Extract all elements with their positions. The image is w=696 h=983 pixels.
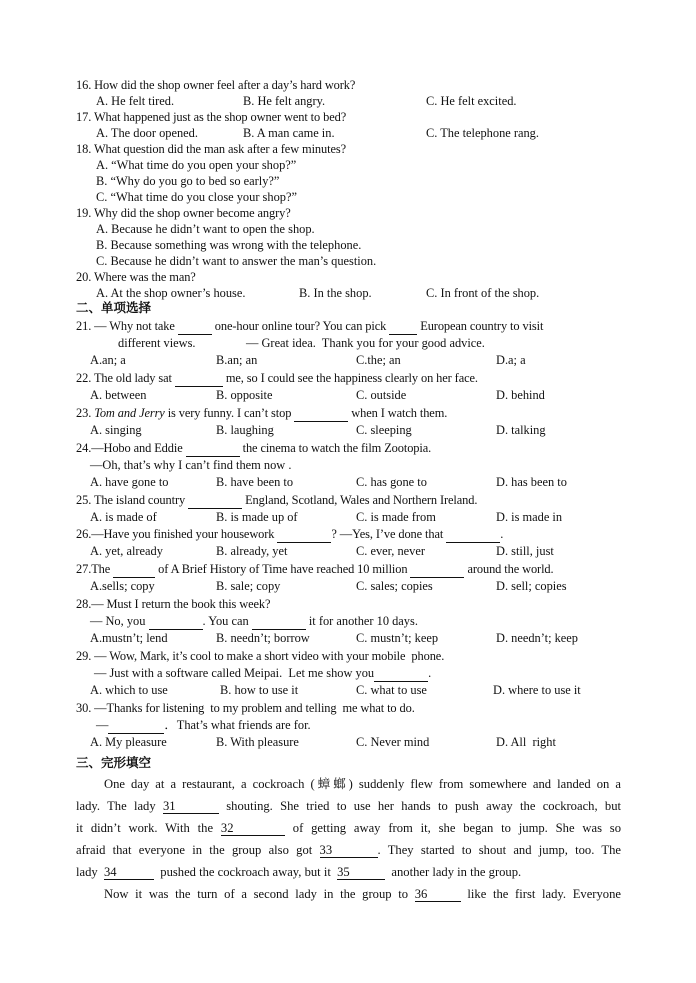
cloze-blank-34: 34: [104, 866, 154, 880]
q28-blank-1: [149, 613, 203, 630]
cloze-text: Now it was the turn of a second lady in the group to: [104, 887, 409, 901]
q26-blank-2: [446, 526, 500, 543]
cloze-passage: [76, 773, 621, 905]
q23-blank: [294, 405, 348, 422]
option-16-b: B. He felt angry.: [243, 94, 326, 108]
q21-blank-1: [178, 318, 212, 335]
option-17-c: C. The telephone rang.: [426, 126, 539, 140]
q26-blank-1: [277, 526, 331, 543]
option-29-c: C. what to use: [356, 683, 427, 697]
q24-blank: [186, 440, 240, 457]
option-26-d: D. still, just: [496, 544, 554, 558]
option-16-c: C. He felt excited.: [426, 94, 517, 108]
question-27: [76, 561, 554, 578]
q22-text-1: 22. The old lady sat: [76, 371, 175, 385]
q26-text-1: 26.—Have you finished your housework: [76, 527, 278, 541]
q29-text-1: — Just with a software called Meipai. Let me show you: [94, 666, 375, 680]
cloze-text: lady. The lady: [76, 799, 156, 813]
option-23-b: B. laughing: [216, 423, 274, 437]
q23-number: 23.: [76, 406, 95, 420]
q24-text-2: the cinema to watch the film Zootopia.: [239, 441, 432, 455]
q21-text-3: European country to visit: [417, 319, 544, 333]
q27-blank-2: [410, 561, 464, 578]
question-18: 18. What question did the man ask after a few minutes?: [76, 142, 346, 156]
option-25-c: C. is made from: [356, 510, 436, 524]
q21-line-2b: — Great idea. Thank you for your good advice.: [246, 336, 485, 350]
option-28-c: C. mustn’t; keep: [356, 631, 439, 645]
option-20-c: C. In front of the shop.: [426, 286, 540, 300]
cloze-text: shouting. She tried to use her hands to push away the cockroach, but: [226, 799, 621, 813]
cloze-text: lady: [76, 865, 98, 879]
q28-blank-2: [252, 613, 306, 630]
question-28-line-1: 28.— Must I return the book this week?: [76, 597, 271, 611]
cloze-text: afraid that everyone in the group also got: [76, 843, 313, 857]
option-22-d: D. behind: [496, 388, 545, 402]
cloze-blank-36: 36: [415, 888, 461, 902]
option-16-a: A. He felt tired.: [96, 94, 175, 108]
option-29-d: D. where to use it: [493, 683, 581, 697]
option-25-b: B. is made up of: [216, 510, 298, 524]
q29-text-2: .: [428, 666, 432, 680]
q28-text-3: it for another 10 days.: [305, 614, 418, 628]
q27-text-1: 27.The: [76, 562, 114, 576]
question-25: [76, 492, 477, 509]
cloze-line-1: One day at a restaurant, a cockroach (蟑螂) suddenly flew from somewhere and landed on a: [104, 777, 621, 791]
q23-text-1: is very funny. I can’t stop: [164, 406, 295, 420]
cloze-text: another lady in the group.: [391, 865, 522, 879]
cloze-text: pushed the cockroach away, but it: [160, 865, 331, 879]
option-23-c: C. sleeping: [356, 423, 412, 437]
cloze-text: of getting away from it, she began to jump. She was so: [292, 821, 622, 835]
q30-text-2: ．That’s what friends are for.: [164, 718, 311, 732]
cloze-line-2: [76, 795, 621, 817]
option-24-d: D. has been to: [496, 475, 567, 489]
question-23: [76, 405, 447, 422]
q23-title: Tom and Jerry: [94, 406, 165, 420]
option-19-c: C. Because he didn’t want to answer the man’s question.: [96, 254, 377, 268]
question-19: 19. Why did the shop owner become angry?: [76, 206, 291, 220]
option-20-b: B. In the shop.: [299, 286, 372, 300]
q27-blank-1: [113, 561, 155, 578]
option-18-c: C. “What time do you close your shop?”: [96, 190, 297, 204]
option-27-d: D. sell; copies: [496, 579, 567, 593]
option-18-b: B. “Why do you go to bed so early?”: [96, 174, 280, 188]
option-27-c: C. sales; copies: [356, 579, 433, 593]
option-23-a: A. singing: [90, 423, 142, 437]
cloze-text: like the first lady. Everyone: [467, 887, 621, 901]
q22-text-2: me, so I could see the happiness clearly on her face.: [222, 371, 478, 385]
question-30-line-1: 30. —Thanks for listening to my problem and telling me what to do.: [76, 701, 415, 715]
option-21-a: A.an; a: [90, 353, 126, 367]
option-22-b: B. opposite: [216, 388, 273, 402]
cloze-blank-35: 35: [337, 866, 385, 880]
option-26-a: A. yet, already: [90, 544, 163, 558]
q28-text-2: . You can: [202, 614, 252, 628]
q21-blank-2: [389, 318, 417, 335]
question-21-line-1: [76, 318, 543, 335]
option-25-a: A. is made of: [90, 510, 157, 524]
option-27-a: A.sells; copy: [90, 579, 155, 593]
option-26-c: C. ever, never: [356, 544, 425, 558]
option-30-d: D. All right: [496, 735, 556, 749]
question-22: [76, 370, 478, 387]
cloze-blank-32: 32: [221, 822, 285, 836]
q28-text-1: — No, you: [90, 614, 149, 628]
q21-text-2: one-hour online tour? You can pick: [211, 319, 390, 333]
question-29-line-1: 29. — Wow, Mark, it’s cool to make a short video with your mobile phone.: [76, 649, 445, 663]
option-28-a: A.mustn’t; lend: [90, 631, 168, 645]
option-24-b: B. have been to: [216, 475, 294, 489]
question-28-line-2: [90, 613, 418, 630]
cloze-blank-33: 33: [320, 844, 378, 858]
section-heading-cloze: 三、完形填空: [76, 755, 152, 770]
option-21-c: C.the; an: [356, 353, 401, 367]
q27-text-3: around the world.: [464, 562, 554, 576]
question-24: [76, 440, 431, 457]
cloze-line-5: [76, 861, 621, 883]
q22-blank: [175, 370, 223, 387]
option-25-d: D. is made in: [496, 510, 563, 524]
option-18-a: A. “What time do you open your shop?”: [96, 158, 297, 172]
question-16: 16. How did the shop owner feel after a day’s hard work?: [76, 78, 356, 92]
question-17: 17. What happened just as the shop owner went to bed?: [76, 110, 347, 124]
option-28-b: B. needn’t; borrow: [216, 631, 310, 645]
question-30-line-2: [96, 717, 311, 734]
cloze-line-4: [76, 839, 621, 861]
question-26: [76, 526, 503, 543]
option-22-c: C. outside: [356, 388, 407, 402]
option-19-b: B. Because something was wrong with the telephone.: [96, 238, 362, 252]
option-30-c: C. Never mind: [356, 735, 430, 749]
q30-text-1: —: [96, 718, 109, 732]
option-19-a: A. Because he didn’t want to open the shop.: [96, 222, 315, 236]
section-heading-multiple-choice: 二、单项选择: [76, 300, 152, 315]
cloze-text: it didn’t work. With the: [76, 821, 214, 835]
option-17-a: A. The door opened.: [96, 126, 198, 140]
option-28-d: D. needn’t; keep: [496, 631, 579, 645]
question-20: 20. Where was the man?: [76, 270, 196, 284]
option-22-a: A. between: [90, 388, 147, 402]
q27-text-2: of A Brief History of Time have reached 10 million: [155, 562, 411, 576]
q21-line-2a: different views.: [118, 336, 196, 350]
option-23-d: D. talking: [496, 423, 546, 437]
option-17-b: B. A man came in.: [243, 126, 335, 140]
option-30-a: A. My pleasure: [90, 735, 167, 749]
option-21-b: B.an; an: [216, 353, 258, 367]
q23-text-2: when I watch them.: [348, 406, 448, 420]
q25-text-1: 25. The island country: [76, 493, 189, 507]
option-21-d: D.a; a: [496, 353, 526, 367]
option-29-b: B. how to use it: [220, 683, 299, 697]
option-24-c: C. has gone to: [356, 475, 427, 489]
q26-text-2: ? —Yes, I’ve done that: [331, 527, 447, 541]
cloze-line-6: [76, 883, 621, 905]
option-29-a: A. which to use: [90, 683, 168, 697]
option-26-b: B. already, yet: [216, 544, 288, 558]
q25-blank: [188, 492, 242, 509]
q26-text-3: .: [500, 527, 504, 541]
cloze-blank-31: 31: [163, 800, 219, 814]
q30-blank: [108, 717, 164, 734]
option-30-b: B. With pleasure: [216, 735, 299, 749]
cloze-text: . They started to shout and jump, too. The: [377, 843, 621, 857]
q25-text-2: England, Scotland, Wales and Northern Ireland.: [242, 493, 478, 507]
option-24-a: A. have gone to: [90, 475, 169, 489]
q24-text-1: 24.—Hobo and Eddie: [76, 441, 186, 455]
question-29-line-2: [94, 665, 431, 682]
q21-text-1: 21. — Why not take: [76, 319, 178, 333]
cloze-line-3: [76, 817, 621, 839]
q29-blank: [374, 665, 428, 682]
option-20-a: A. At the shop owner’s house.: [96, 286, 246, 300]
q24-line-2: —Oh, that’s why I can’t find them now .: [90, 458, 292, 472]
option-27-b: B. sale; copy: [216, 579, 281, 593]
